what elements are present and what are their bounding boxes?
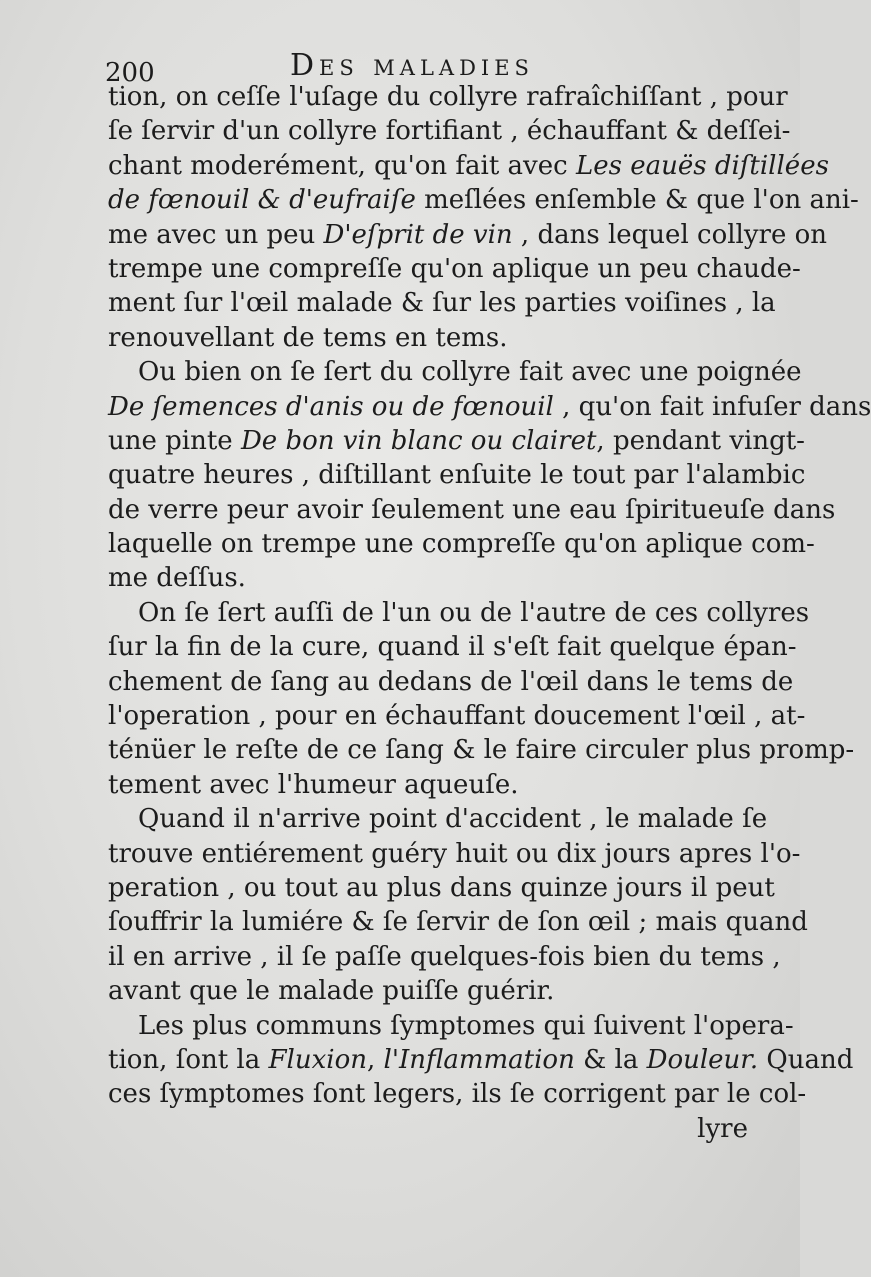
text-segment: me avec un peu bbox=[108, 219, 324, 250]
text-line bbox=[108, 286, 776, 320]
text-segment: chant moderément, qu'on fait avec bbox=[108, 150, 576, 181]
text-segment: lyre bbox=[697, 1113, 748, 1144]
page-number: 200 bbox=[105, 58, 155, 88]
text-segment: meſlées enſemble & que l'on ani- bbox=[415, 185, 859, 216]
text-segment: Les plus communs ſymptomes qui ſuivent l'opera- bbox=[138, 1010, 794, 1041]
text-segment: une pinte bbox=[108, 425, 241, 456]
text-segment: ment ſur l'œil malade & ſur les parties voiſines , la bbox=[108, 288, 776, 319]
text-line bbox=[108, 1112, 748, 1146]
text-segment: ténüer le reſte de ce ſang & le faire circuler plus promp- bbox=[108, 735, 855, 766]
text-segment: trempe une compreſſe qu'on aplique un peu chaude- bbox=[108, 253, 801, 284]
italic-text: de fœnouil & d'eufraiſe bbox=[108, 185, 416, 216]
text-segment: , dans lequel collyre on bbox=[512, 219, 828, 250]
text-segment: de verre peur avoir ſeulement une eau ſpiritueuſe dans bbox=[108, 494, 836, 525]
text-segment: On ſe ſert auſſi de l'un ou de l'autre de ces collyres bbox=[138, 597, 810, 628]
text-line bbox=[108, 114, 791, 148]
text-segment: tement avec l'humeur aqueuſe. bbox=[108, 769, 519, 800]
text-line bbox=[108, 493, 836, 527]
text-line bbox=[108, 974, 748, 1008]
text-line bbox=[108, 355, 802, 389]
text-segment: trouve entiérement guéry huit ou dix jours apres l'o- bbox=[108, 838, 801, 869]
text-line bbox=[108, 733, 855, 767]
text-line bbox=[108, 768, 748, 802]
text-line bbox=[108, 940, 781, 974]
text-line bbox=[108, 321, 748, 355]
text-line bbox=[108, 149, 829, 183]
text-segment: laquelle on trempe une compreſſe qu'on aplique com- bbox=[108, 529, 815, 560]
text-line bbox=[108, 871, 775, 905]
text-segment: tion, ſont la bbox=[108, 1044, 269, 1075]
text-segment: Ou bien on ſe ſert du collyre fait avec une poignée bbox=[138, 357, 802, 388]
text-line bbox=[108, 837, 801, 871]
text-line bbox=[108, 458, 806, 492]
text-segment: Quand il n'arrive point d'accident , le malade ſe bbox=[138, 804, 768, 835]
text-segment: ſur la fin de la cure, quand il s'eſt fait quelque épan- bbox=[108, 632, 797, 663]
text-segment: ſe ſervir d'un collyre fortifiant , échauffant & deſſei- bbox=[108, 116, 791, 147]
text-segment: il en arrive , il ſe paſſe quelques-fois bien du tems , bbox=[108, 941, 781, 972]
text-line bbox=[108, 802, 768, 836]
text-segment: , pendant vingt- bbox=[596, 425, 805, 456]
text-line bbox=[108, 905, 808, 939]
text-segment: ſouffrir la lumiére & ſe ſervir de ſon œil ; mais quand bbox=[108, 907, 808, 938]
text-segment: & la bbox=[574, 1044, 647, 1075]
body-text bbox=[108, 80, 871, 1146]
text-line bbox=[108, 665, 794, 699]
text-line bbox=[108, 183, 859, 217]
italic-text: Les eauës diſtillées bbox=[575, 150, 829, 181]
text-segment: chement de ſang au dedans de l'œil dans le tems de bbox=[108, 666, 794, 697]
text-line bbox=[108, 252, 801, 286]
text-segment: Quand bbox=[758, 1044, 854, 1075]
italic-text: l'Inflammation bbox=[383, 1044, 575, 1075]
text-segment: , qu'on fait infuſer dans bbox=[553, 391, 871, 422]
text-line bbox=[108, 1043, 854, 1077]
italic-text: Douleur. bbox=[646, 1044, 759, 1075]
text-line bbox=[108, 561, 748, 595]
text-segment: l'operation , pour en échauffant doucement l'œil , at- bbox=[108, 701, 806, 732]
italic-text: De ſemences d'anis ou de fœnouil bbox=[108, 391, 554, 422]
text-segment: , bbox=[367, 1044, 384, 1075]
running-title: Des maladies bbox=[290, 48, 534, 83]
text-segment: renouvellant de tems en tems. bbox=[108, 322, 508, 353]
text-segment: ces ſymptomes ſont legers, ils ſe corrigent par le col- bbox=[108, 1079, 807, 1110]
text-line bbox=[108, 390, 871, 424]
text-line bbox=[108, 1009, 794, 1043]
italic-text: Fluxion bbox=[268, 1044, 367, 1075]
text-line bbox=[108, 80, 788, 114]
text-segment: avant que le malade puiſſe guérir. bbox=[108, 976, 555, 1007]
text-segment: quatre heures , diſtillant enſuite le tout par l'alambic bbox=[108, 460, 806, 491]
text-line bbox=[108, 699, 806, 733]
text-line bbox=[108, 596, 810, 630]
text-segment: peration , ou tout au plus dans quinze jours il peut bbox=[108, 872, 775, 903]
italic-text: D'eſprit de vin bbox=[323, 219, 513, 250]
text-line bbox=[108, 1077, 807, 1111]
italic-text: De bon vin blanc ou clairet bbox=[240, 425, 597, 456]
text-line bbox=[108, 424, 805, 458]
text-line bbox=[108, 527, 815, 561]
text-line bbox=[108, 630, 797, 664]
text-segment: tion, on ceſſe l'uſage du collyre rafraîchiſſant , pour bbox=[108, 82, 788, 112]
text-segment: me deſſus. bbox=[108, 563, 246, 594]
text-line bbox=[108, 218, 828, 252]
